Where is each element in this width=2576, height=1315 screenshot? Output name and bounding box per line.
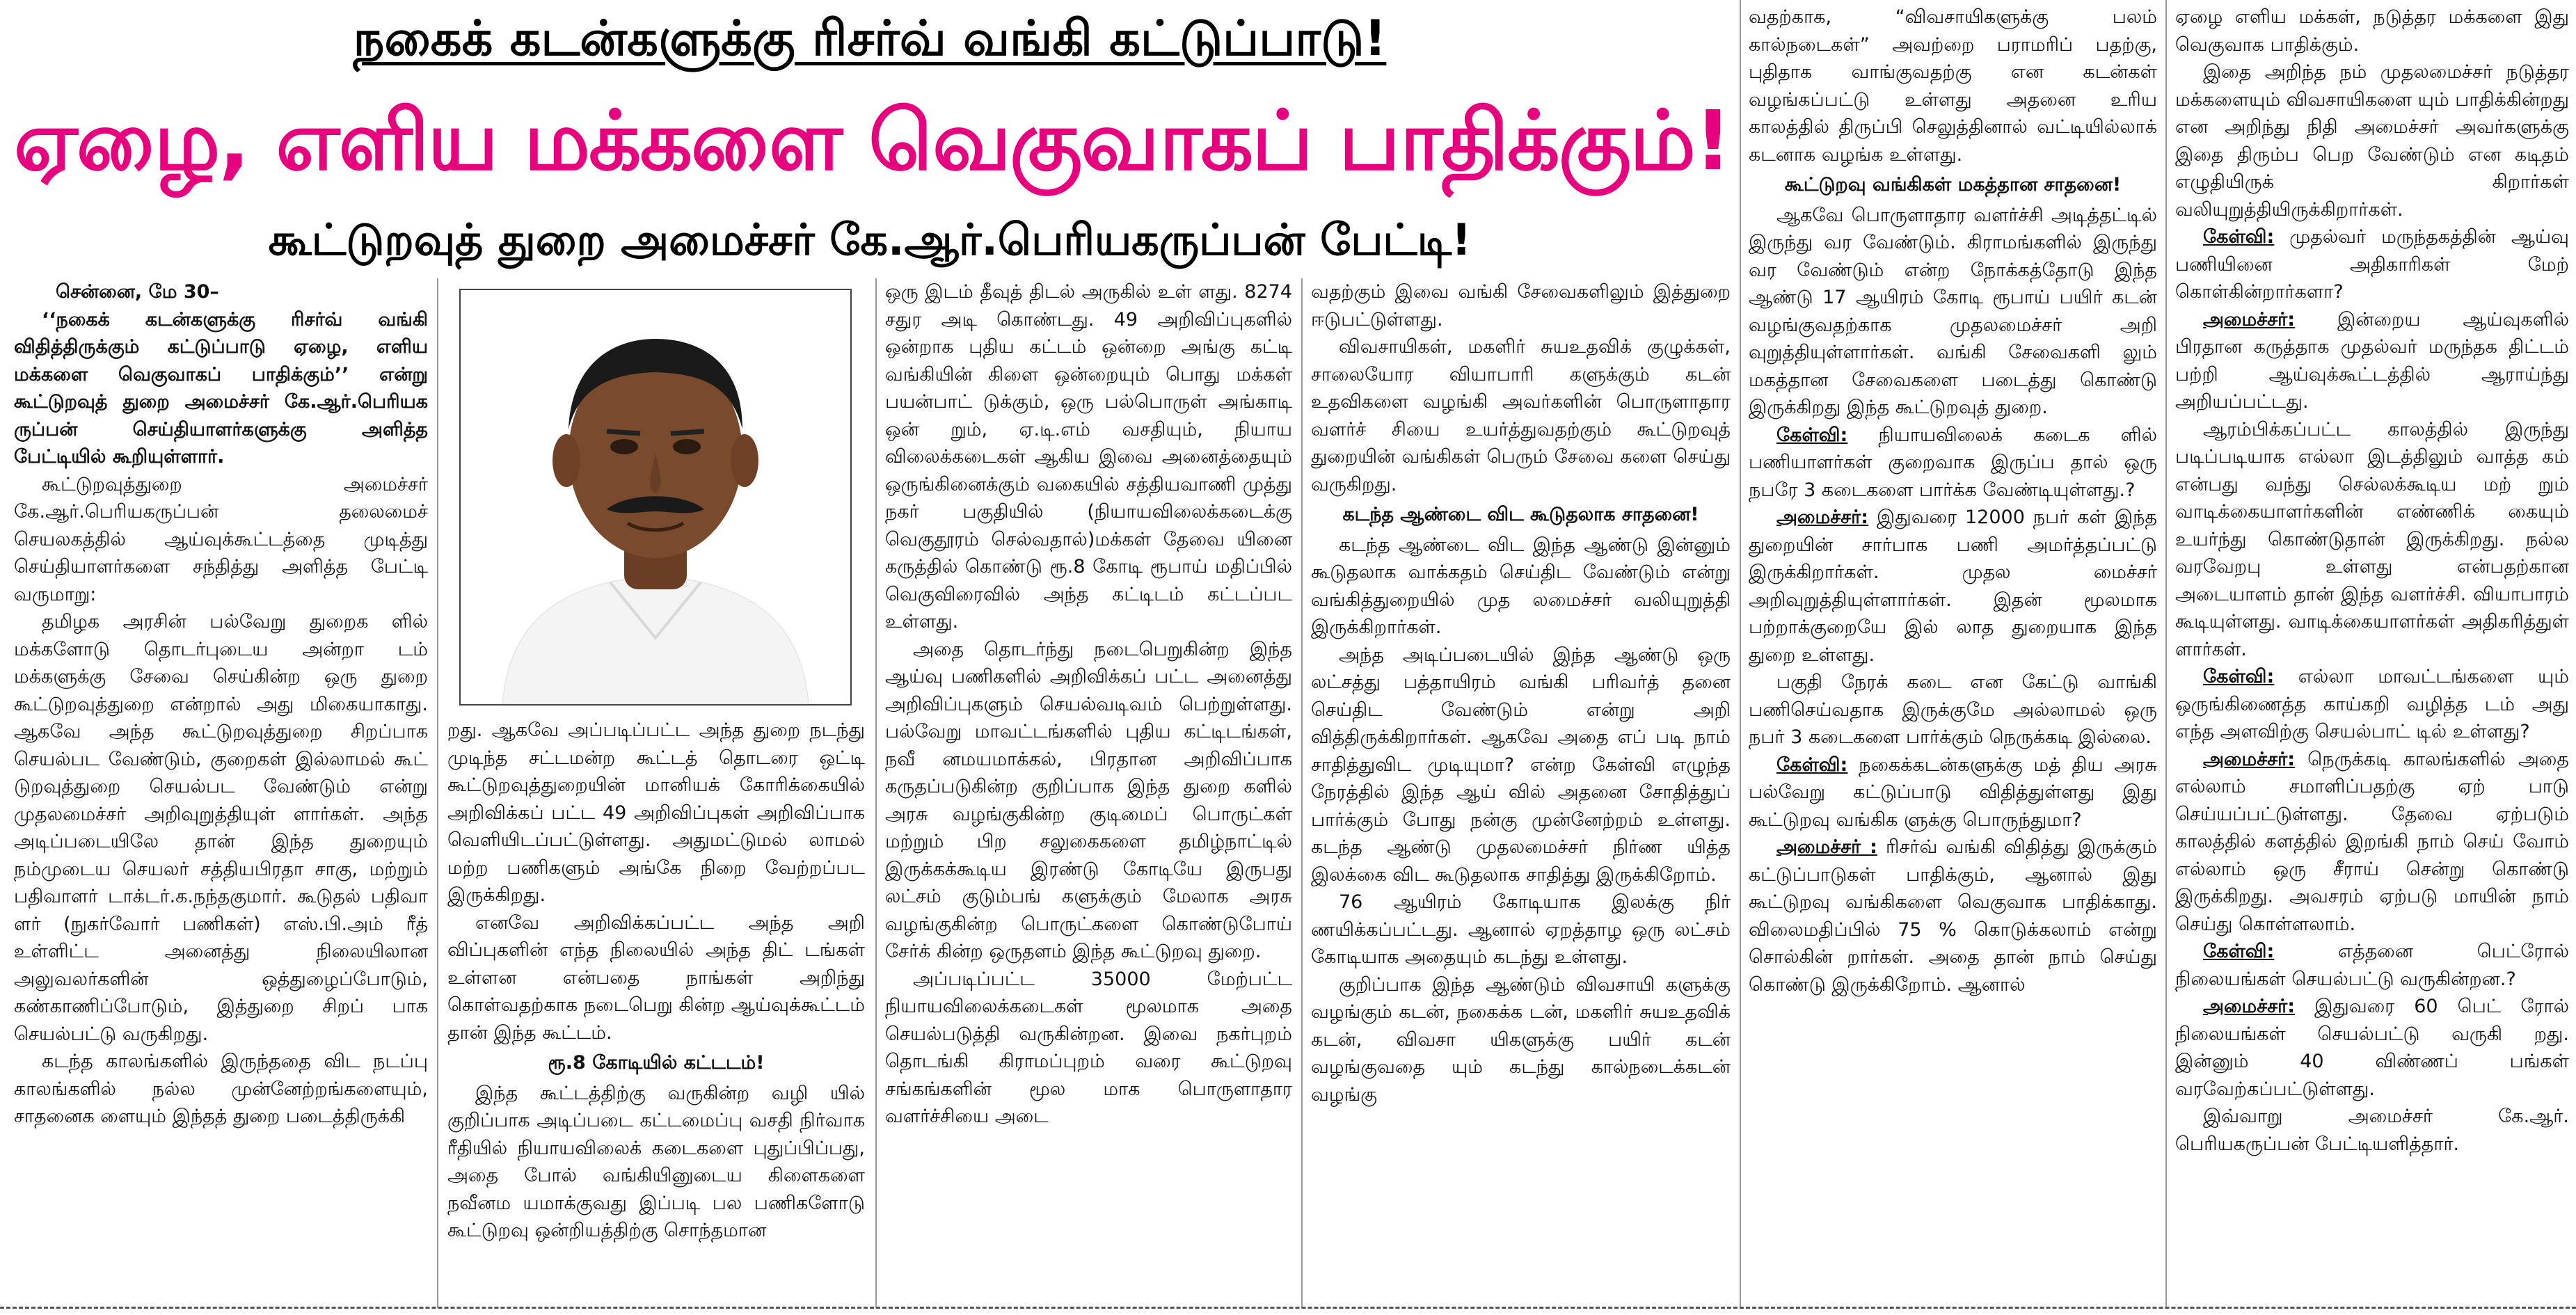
question-text: முதல்வர் மருந்தகத்தின் ஆய்வு பணியினை அதிகாரிகள் மேற் கொள்கின்றார்களா? bbox=[2175, 226, 2569, 303]
paragraph: தமிழக அரசின் பல்வேறு துறைக ளில் மக்களோடு தொடர்புடைய அன்றா டம் மக்களுக்கு சேவை செய்கின்ற ஒரு துறை கூட்டுறவுத்துறை என்றால் அது மிகையாகாது. ஆகவே அந்த கூட்டுறவுத்துறை சிறப்பாக செயல்பட வேண்டும், குறைகள் இல்லாமல் கூட் டுறவுத்துறை செயல்பட வேண்டும் என்று முதலமைச்சர் அறிவுறுத்தியுள் ளார்கள். அந்த அடிப்படையிலே தான் இந்த துறையும் நம்முடைய செயலர் சத்தியபிரதா சாகு, மற்றும் பதிவாளர் டாக்டர்.க.நந்தகுமார். கூடுதல் பதிவா ளர் (நுகர்வோர் பணிகள்) எஸ்.பி.அம் ரீத் உள்ளிட்ட அனைத்து நிலையிலான அலுவலர்களின் ஒத்துழைப்போடும், கண்காணிப்போடும், இத்துறை சிறப் பாக செயல்பட்டு வருகிறது. bbox=[14, 611, 428, 1045]
question-text: நியாயவிலைக் கடைக ளில் பணியாளர்கள் குறைவாக இருப்ப தால் ஒரு நபரே 3 கடைகளை பார்க்க வேண்டியுள்ளது.? bbox=[1749, 424, 2157, 501]
answer-label: அமைச்சர்: bbox=[2203, 308, 2296, 330]
minister-photo bbox=[459, 289, 852, 706]
paragraph: ஒரு இடம் தீவுத் திடல் அருகில் உள் ளது. 8274 சதுர அடி கொண்டது. 49 அறிவிப்புகளில் ஒன்றாக புதிய கட்டம் ஒன்றை அங்கு கட்டி வங்கியின் கிளை ஒன்றையும் பொது மக்கள் பயன்பாட் டுக்கும், ஒரு பல்பொருள் அங்காடி ஒன் றும், ஏ.டி.எம் வசதியும், நியாய விலைக்கடைகள் ஆகிய இவை அனைத்தையும் ஒருங்கினைக்கும் வகையில் சத்தியவாணி முத்து நகர் பகுதியில் (நியாயவிலைக்கடைக்கு வெகுதூரம் செல்வதால்)மக்கள் தேவை யினை கருத்தில் கொண்டு ரூ.8 கோடி ரூபாய் மதிப்பில் வெகுவிரைவில் அந்த கட்டிடம் கட்டப்பட உள்ளது. bbox=[885, 281, 1292, 632]
answer bbox=[2175, 993, 2569, 1103]
question bbox=[2175, 663, 2569, 746]
article-column-1 bbox=[14, 278, 428, 1307]
answer-label: அமைச்சர் : bbox=[1776, 836, 1877, 858]
question-label: கேள்வி: bbox=[1776, 754, 1848, 776]
article-column-6 bbox=[2175, 3, 2569, 1307]
question bbox=[2175, 223, 2569, 306]
paragraph: இவ்வாறு அமைச்சர் கே.ஆர். பெரியகருப்பன் பேட்டியளித்தார். bbox=[2175, 1106, 2569, 1155]
paragraph: கடந்த காலங்களில் இருந்ததை விட நடப்பு காலங்களில் நல்ல முன்னேற்றங்களையும், சாதனைக ளையும் இந்தத் துறை படைத்திருக்கி bbox=[14, 1051, 428, 1127]
paragraph: அந்த அடிப்படையில் இந்த ஆண்டு ஒரு லட்சத்து பத்தாயிரம் வங்கி பரிவர்த் தனை செய்திட வேண்டும் என்று அறி வித்திருக்கிறார்கள். ஆகவே அதை எப் படி நாம் சாதித்துவிட முடியுமா? என்ற கேள்வி எழுந்த நேரத்தில் இந்த ஆய் வில் அதனை சோதித்துப் பார்க்கும் போது நன்கு முன்னேற்றம் உள்ளது. கடந்த ஆண்டு முதலமைச்சர் நிர்ண யித்த இலக்கை விட கூடுதலாக சாதித்து இருக்கிறோம். bbox=[1311, 644, 1731, 886]
dateline: சென்னை, மே 30– bbox=[56, 281, 219, 303]
column-rule bbox=[2165, 0, 2167, 1308]
subheading: கடந்த ஆண்டை விட கூடுதலாக சாதனை! bbox=[1342, 504, 1699, 525]
question-label: கேள்வி: bbox=[1776, 424, 1848, 446]
answer-label: அமைச்சர்: bbox=[2203, 996, 2296, 1017]
paragraph: ஏழை எளிய மக்கள், நடுத்தர மக்களை இது வெகுவாக பாதிக்கும். bbox=[2175, 6, 2569, 56]
paragraph: கடந்த ஆண்டை விட இந்த ஆண்டு இன்னும் கூடுதலாக வாக்கதம் செய்திட வேண்டும் என்று வங்கித்துறையில் முத லமைச்சர் வலியுறுத்தி இருக்கிறார்கள். bbox=[1311, 534, 1731, 638]
answer bbox=[1749, 504, 2157, 669]
paragraph: எனவே அறிவிக்கப்பட்ட அந்த அறி விப்புகளின் எந்த நிலையில் அந்த திட் டங்கள் உள்ளன என்பதை நாங்கள் அறிந்து கொள்வதற்காக நடைபெறு கின்ற ஆய்வுக்கூட்டம் தான் இந்த கூட்டம். bbox=[447, 911, 865, 1044]
subheading: கூட்டுறவு வங்கிகள் மகத்தான சாதனை! bbox=[1784, 174, 2122, 196]
lead-paragraph: ‘‘நகைக் கடன்களுக்கு ரிசர்வ் வங்கி விதித்திருக்கும் கட்டுப்பாடு ஏழை, எளிய மக்களை வெகுவாகப் பாதிக்கும்’’ என்று கூட்டுறவுத் துறை அமைச்சர் கே.ஆர்.பெரியக ருப்பன் செய்தியாளர்களுக்கு அளித்த பேட்டியில் கூறியுள்ளார். bbox=[14, 308, 428, 468]
question-label: கேள்வி: bbox=[2203, 941, 2275, 962]
answer bbox=[2175, 306, 2569, 416]
paragraph: றது. ஆகவே அப்படிப்பட்ட அந்த துறை நடந்து முடிந்த சட்டமன்ற கூட்டத் தொடரை ஒட்டி கூட்டுறவுத்துறையின் மானியக் கோரிக்கையில் அறிவிக்கப் பட்ட 49 அறிவிப்புகள் அறிவிப்பாக வெளியிடப்பட்டுள்ளது. அதுமட்டுமல் லாமல் மற்ற பணிகளும் அங்கே நிறை வேற்றப்பட இருக்கிறது. bbox=[447, 719, 865, 906]
paragraph: வதற்கும் இவை வங்கி சேவைகளிலும் இத்துறை ஈடுபட்டுள்ளது. bbox=[1311, 281, 1731, 330]
paragraph: பகுதி நேரக் கடை என கேட்டு வாங்கி பணிசெய்வதாக இருக்குமே அல்லாமல் ஒரு நபர் 3 கடைகளை பார்க்கும் நெருக்கடி இல்லை. bbox=[1749, 671, 2157, 748]
question-text: நகைக்கடன்களுக்கு மத் திய அரசு பல்வேறு கட்டுப்பாடு விதித்துள்ளது இது கூட்டுறவு வங்கிக ளுக்கு பொருந்துமா? bbox=[1749, 754, 2157, 831]
question-text: எத்தனை பெட்ரோல் நிலையங்கள் செயல்பட்டு வருகின்றன.? bbox=[2175, 941, 2569, 990]
question-label: கேள்வி: bbox=[2203, 226, 2275, 248]
article-column-5 bbox=[1749, 3, 2157, 1307]
article-column-2 bbox=[447, 717, 865, 1307]
answer bbox=[2175, 746, 2569, 939]
paragraph: விவசாயிகள், மகளிர் சுயஉதவிக் குழுக்கள், சாலையோர வியாபாரி களுக்கும் கடன் உதவிகளை வழங்கி அவர்களின் பொருளாதார வளர்ச் சியை உயர்த்துவதற்கும் கூட்டுறவுத் துறையின் வங்கிகள் பெரும் சேவை களை செய்து வருகிறது. bbox=[1311, 336, 1731, 495]
answer-text: இதுவரை 60 பெட் ரோல் நிலையங்கள் செயல்பட்டு வருகி றது. இன்னும் 40 விண்ணப் பங்கள் வரவேற்கப்பட்டுள்ளது. bbox=[2175, 996, 2569, 1100]
headline-top: நகைக் கடன்களுக்கு ரிசர்வ் வங்கி கட்டுப்பாடு! bbox=[353, 10, 1387, 67]
headline-main: ஏழை, எளிய மக்களை வெகுவாகப் பாதிக்கும்! bbox=[14, 93, 1731, 189]
question-text: எல்லா மாவட்டங்களை யும் ஒருங்கிணைத்த காய்கறி வழித்த டம் அது எந்த அளவிற்கு செயல்பாட் டில் உள்ளது? bbox=[2175, 666, 2569, 742]
paragraph: ஆரம்பிக்கப்பட்ட காலத்தில் இருந்து படிப்படியாக எல்லா இடத்திலும் வாத்த கம் என்பது வந்து செல்லக்கூடிய மற் றும் வாடிக்கையாளர்களின் எண்ணிக் கையும் உயர்ந்து கொண்டுதான் இருக்கிறது. நல்ல வரவேறபு உள்ளது என்பதற்கான அடையாளம் தான் இந்த வளர்ச்சி. வியாபாரம் கூடியுள்ளது. வாடிக்கையாளர்கள் அதிகரித்துள் ளார்கள். bbox=[2175, 418, 2569, 660]
paragraph: இந்த கூட்டத்திற்கு வருகின்ற வழி யில் குறிப்பாக அடிப்படை கட்டமைப்பு வசதி நிர்வாக ரீதியில் நியாயவிலைக் கடைகளை புதுப்பிப்பது, அதை போல் வங்கியினுடைய கிளைகளை நவீனம யமாக்குவது இப்படி பல பணிகளோடு கூட்டுறவு ஒன்றியத்திற்கு சொந்தமான bbox=[447, 1082, 865, 1241]
paragraph: 76 ஆயிரம் கோடியாக இலக்கு நிர் ணயிக்கப்பட்டது. ஆனால் ஏறத்தாழ ஒரு லட்சம் கோடியாக அதையும் கடந்து உள்ளது. bbox=[1311, 891, 1731, 968]
answer-text: இதுவரை 12000 நபர் கள் இந்த துறையின் சார்பாக பணி அமர்த்தப்பட்டு இருக்கிறார்கள். முதல மைச்சர் அறிவுறுத்தியுள்ளார்கள். இதன் மூலமாக பற்றாக்குறையே இல் லாத துறையாக இந்த துறை உள்ளது. bbox=[1749, 507, 2157, 666]
question bbox=[1749, 422, 2157, 504]
answer-text: ரிசர்வ் வங்கி விதித்து இருக்கும் கட்டுப்பாடுகள் பாதிக்கும், ஆனால் இது கூட்டுறவு வங்கிகளை வெகுவாக பாதிக்காது. விலைமதிப்பில் 75 % கொடுக்கலாம் என்று சொல்கின் றார்கள். அதை தான் நாம் செய்து கொண்டு இருக்கிறோம். ஆனால் bbox=[1749, 836, 2157, 996]
paragraph: அப்படிப்பட்ட 35000 மேற்பட்ட நியாயவிலைக்கடைகள் மூலமாக அதை செயல்படுத்தி வருகின்றன. இவை நகர்புறம் தொடங்கி கிராமப்புறம் வரை கூட்டுறவு சங்கங்களின் மூல மாக பொருளாதார வளர்ச்சியை அடை bbox=[885, 968, 1292, 1127]
answer-text: இன்றைய ஆய்வுகளில் பிரதான கருத்தாக முதல்வர் மருந்தக திட்டம் பற்றி ஆய்வுக்கூட்டத்தில் ஆராய்ந்து அறியப்பட்டது. bbox=[2175, 308, 2569, 413]
bottom-dashed-rule bbox=[0, 1307, 2576, 1313]
paragraph: ஆகவே பொருளாதார வளர்ச்சி அடித்தட்டில் இருந்து வர வேண்டும். கிராமங்களில் இருந்து வர வேண்டும் என்ற நோக்கத்தோடு இந்த ஆண்டு 17 ஆயிரம் கோடி ரூபாய் பயிர் கடன் வழங்குவதற்காக முதலமைச்சர் அறி வுறுத்தியுள்ளார்கள். வங்கி சேவைகளி லும் மகத்தான சேவைகளை படைத்து கொண்டு இருக்கிறது இந்த கூட்டுறவுத் துறை. bbox=[1749, 204, 2157, 418]
answer-text: நெருக்கடி காலங்களில் அதை எல்லாம் சமாளிப்பதற்கு ஏற் பாடு செய்யப்பட்டுள்ளது. தேவை ஏற்படும் காலத்தில் களத்தில் இறங்கி நாம் செய் வோம் எல்லாம் ஒரு சீராய் சென்று கொண்டு இருக்கிறது. அவசரம் ஏற்படு மாயின் நாம் செய்து கொள்ளலாம். bbox=[2175, 748, 2569, 935]
paragraph: இதை அறிந்த நம் முதலமைச்சர் நடுத்தர மக்களையும் விவசாயிகளை யும் பாதிக்கின்றது என அறிந்து நிதி அமைச்சர் அவர்களுக்கு இதை திரும்ப பெற வேண்டும் என கடிதம் எழுதியிருக் கிறார்கள் வலியுறுத்தியிருக்கிறார்கள். bbox=[2175, 61, 2569, 221]
paragraph: வதற்காக, “விவசாயிகளுக்கு பலம் கால்நடைகள்” அவற்றை பராமரிப் பதற்கு, புதிதாக வாங்குவதற்கு என கடன்கள் வழங்கப்பட்டு உள்ளது அதனை உரிய காலத்தில் திருப்பி செலுத்தினால் வட்டியில்லாக் கடனாக வழங்க உள்ளது. bbox=[1749, 6, 2157, 166]
article-column-4 bbox=[1311, 278, 1731, 1307]
subheading: ரூ.8 கோடியில் கட்டடம்! bbox=[548, 1052, 765, 1074]
question-label: கேள்வி: bbox=[2203, 666, 2275, 687]
question bbox=[2175, 938, 2569, 993]
minister-portrait-icon bbox=[461, 290, 850, 704]
headline-sub: கூட்டுறவுத் துறை அமைச்சர் கே.ஆர்.பெரியகருப்பன் பேட்டி! bbox=[268, 214, 1472, 265]
column-rule bbox=[1301, 278, 1303, 1308]
paragraph: அதை தொடர்ந்து நடைபெறுகின்ற இந்த ஆய்வு பணிகளில் அறிவிக்கப் பட்ட அனைத்து அறிவிப்புகளும் செயல்வடிவம் பெற்றுள்ளது. பல்வேறு மாவட்டங்களில் புதிய கட்டிடங்கள், நவீ னமயமாக்கல், பிரதான அறிவிப்பாக கருதப்படுகின்ற குறிப்பாக இந்த துறை களில் அரசு வழங்குகின்ற குடிமைப் பொருட்கள் மற்றும் பிற சலுகைகளை தமிழ்நாட்டில் இருக்கக்கூடிய இரண்டு கோடியே இருபது லட்சம் குடும்பங் களுக்கும் மேலாக அரசு வழங்குகின்ற பொருட்களை கொண்டுபோய் சேர்க் கின்ற ஒருதளம் இந்த கூட்டுறவு துறை. bbox=[885, 638, 1292, 962]
column-rule bbox=[437, 278, 438, 1308]
column-rule bbox=[875, 278, 877, 1308]
answer bbox=[1749, 834, 2157, 998]
column-rule bbox=[1740, 0, 1741, 1308]
answer-label: அமைச்சர்: bbox=[1776, 507, 1869, 528]
question bbox=[1749, 751, 2157, 834]
paragraph: குறிப்பாக இந்த ஆண்டும் விவசாயி களுக்கு வழங்கும் கடன், நகைக்க டன், மகளிர் சுயஉதவிக் கடன், விவசா யிகளுக்கு பயிர் கடன் வழங்குவதை யும் கடந்து கால்நடைக்கடன் வழங்கு bbox=[1311, 973, 1731, 1106]
article-column-3 bbox=[885, 278, 1292, 1307]
paragraph: கூட்டுறவுத்துறை அமைச்சர் கே.ஆர்.பெரியகருப்பன் தலைமைச் செயலகத்தில் ஆய்வுக்கூட்டத்தை முடித்து செய்தியாளர்களை சந்தித்து அளித்த பேட்டி வருமாறு: bbox=[14, 473, 428, 605]
answer-label: அமைச்சர்: bbox=[2203, 748, 2296, 770]
